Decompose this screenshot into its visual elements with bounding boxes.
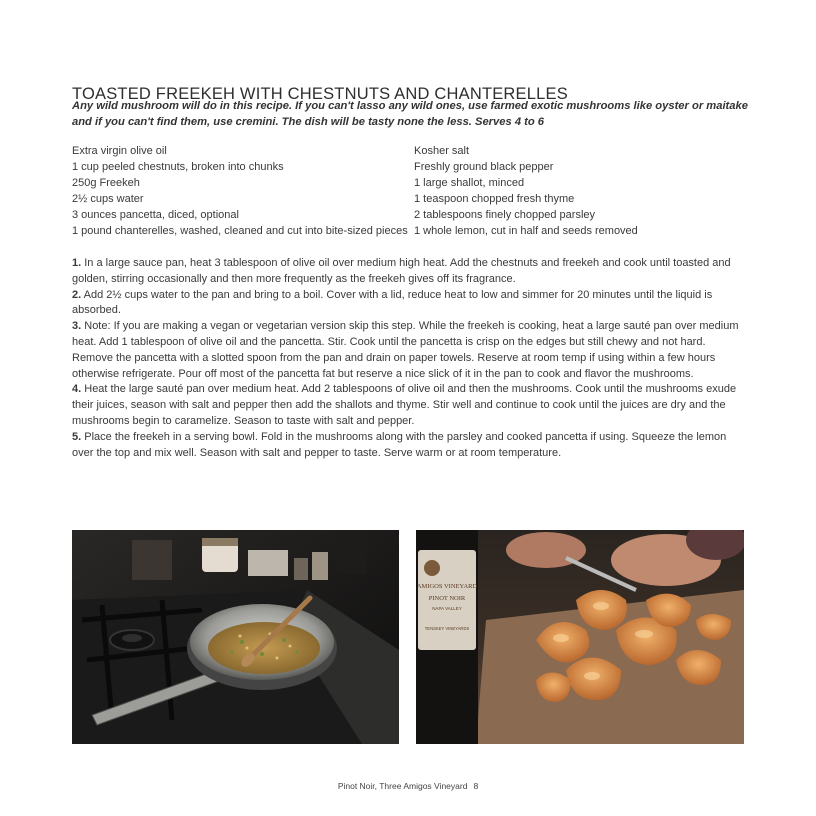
bottle-label-line1: AMIGOS VINEYARD (416, 583, 478, 590)
footer-text: Pinot Noir, Three Amigos Vineyard (337, 781, 468, 791)
bottle-label-line4: TENSKEY VINEYARDS (424, 626, 470, 631)
step-text: Heat the large sauté pan over medium heat. Add 2 tablespoons of olive oil and then the mushrooms. Cook until the mushrooms exude their juices, season with salt and pepper then add the shallots and thyme. Stir well and continue to cook until the juices are dry and the mushrooms begin to caramelize. Season to taste with salt and pepper. (72, 383, 737, 427)
ingredient-item: 1 large shallot, minced (414, 177, 525, 189)
step-number: 4. (72, 383, 82, 396)
ingredient-item: 250g Freekeh (72, 177, 140, 189)
wine-bottle-and-chanterelles-photo (416, 530, 744, 744)
ingredients-column-right (414, 143, 744, 239)
ingredient-item: 1 teaspoon chopped fresh thyme (414, 193, 575, 205)
recipe-step (72, 430, 744, 462)
ingredient-item: 1 cup peeled chestnuts, broken into chunks (72, 161, 284, 173)
page-footer (0, 781, 816, 791)
ingredient-item: 3 ounces pancetta, diced, optional (72, 209, 239, 221)
step-text: In a large sauce pan, heat 3 tablespoon of olive oil over medium high heat. Add the chestnuts and freekeh and cook until toasted and golden, stirring occasionally and then more frequently as the freekeh gives off its fragrance. (72, 257, 731, 285)
step-number: 1. (72, 257, 82, 269)
recipe-step (72, 382, 744, 429)
ingredient-item: Freshly ground black pepper (414, 161, 554, 173)
step-text: Add 2½ cups water to the pan and bring to a boil. Cover with a lid, reduce heat to low and simmer for 20 minutes until the liquid is absorbed. (72, 288, 713, 317)
ingredient-item: 2½ cups water (72, 193, 144, 205)
ingredient-item: Kosher salt (414, 145, 470, 157)
recipe-step (72, 319, 744, 382)
bottle-label-line3: NAPA VALLEY (432, 606, 462, 611)
recipe-step (72, 288, 744, 320)
page-number: 8 (473, 781, 479, 791)
ingredient-item: 2 tablespoons finely chopped parsley (414, 209, 596, 221)
step-text: Note: If you are making a vegan or vegetarian version skip this step. While the freekeh is cooking, heat a large sauté pan over medium heat. Add 1 tablespoon of olive oil and the pancetta. Stir. Cook until the pancetta is crisp on the edges but still chewy and not hard. Remove the pancetta with a slotted spoon from the pan and drain on paper towels. Reserve at room temp if using within a few hours otherwise refrigerate. Pour off most of the pancetta fat but reserve a nice slick of it in the pan to cook and flavor the mushrooms. (72, 320, 739, 380)
recipe-intro: Any wild mushroom will do in this recipe. If you can't lasso any wild ones, use farmed exotic mushrooms like oyster or maitake and if you can't find them, use cremini. The dish will be tasty none the less. Serves 4 to 6 (72, 100, 748, 128)
ingredients-column-left (72, 143, 414, 239)
recipe-step (72, 256, 744, 288)
ingredient-item: 1 pound chanterelles, washed, cleaned and cut into bite-sized pieces (72, 225, 408, 237)
step-number: 3. (72, 320, 82, 333)
ingredient-item: Extra virgin olive oil (72, 145, 167, 157)
recipe-steps (72, 256, 744, 461)
chanterelles-photo-illustration (416, 530, 744, 744)
bottle-label-line2: PINOT NOIR (428, 595, 466, 602)
skillet-on-stove-photo (72, 530, 399, 744)
ingredient-item: 1 whole lemon, cut in half and seeds removed (414, 225, 638, 237)
ingredients-list (72, 143, 752, 239)
recipe-title: TOASTED FREEKEH WITH CHESTNUTS AND CHANTERELLES (72, 85, 568, 104)
step-number: 5. (72, 430, 82, 443)
step-number: 2. (72, 288, 82, 301)
skillet-photo-illustration (72, 530, 399, 744)
step-text: Place the freekeh in a serving bowl. Fold in the mushrooms along with the parsley and cooked pancetta if using. Squeeze the lemon over the top and mix well. Season with salt and pepper to taste. Serve warm or at room temperature. (72, 430, 727, 459)
